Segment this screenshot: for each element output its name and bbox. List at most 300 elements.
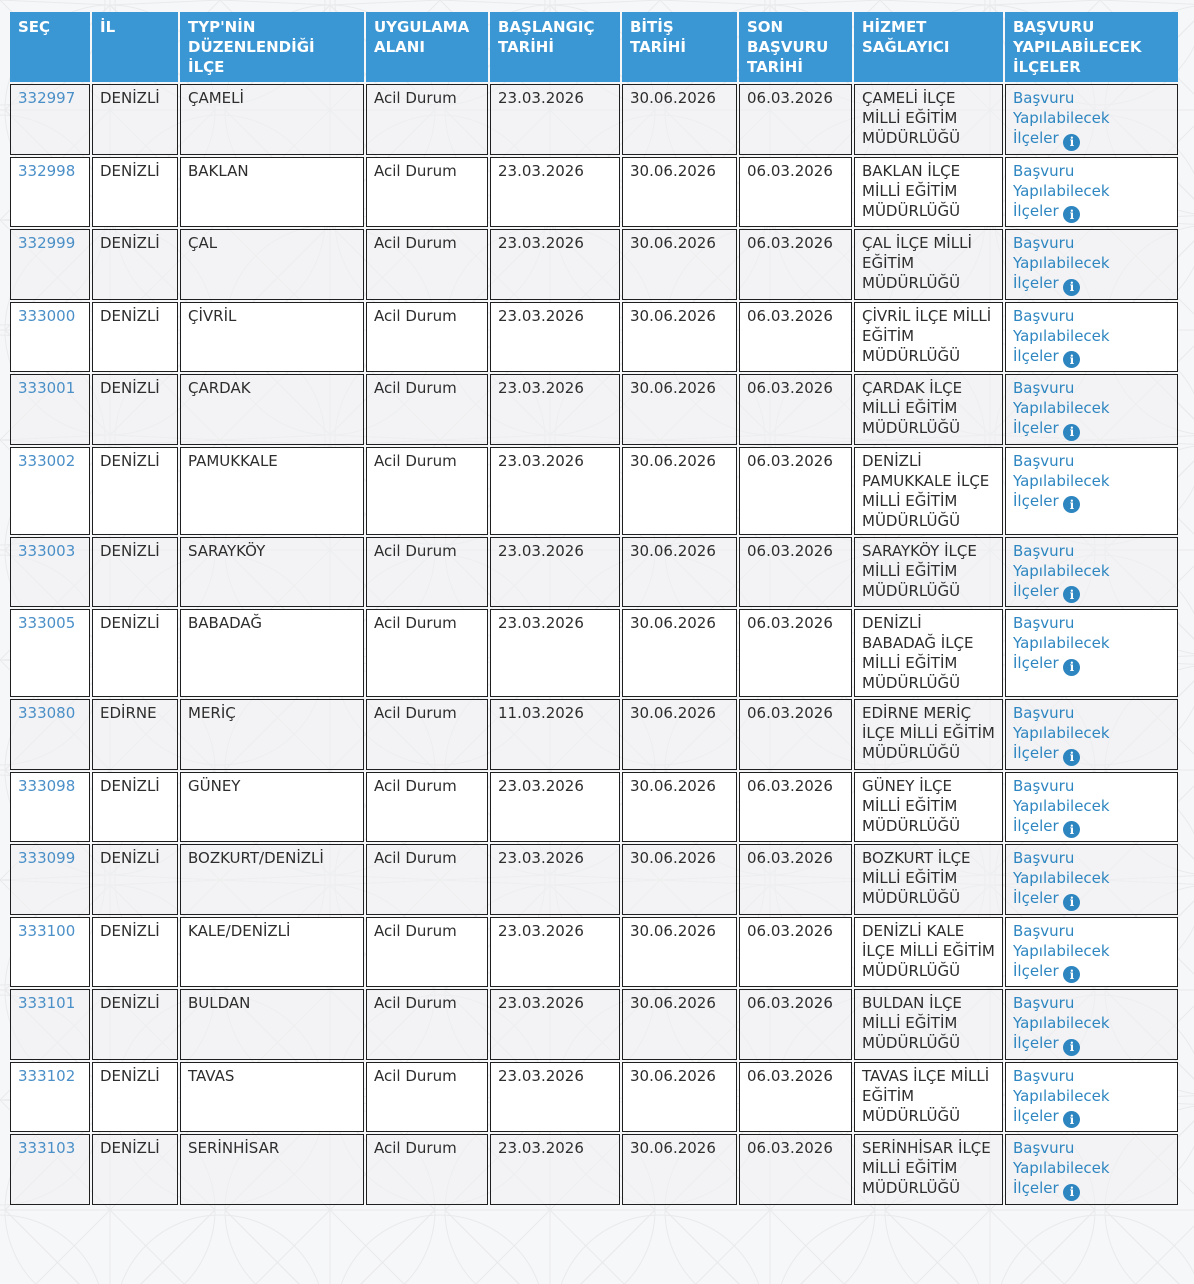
cell-province — [92, 537, 178, 608]
district-text: PAMUKKALE — [188, 451, 278, 470]
district-text: BABADAĞ — [188, 614, 263, 632]
cell-deadline-date — [739, 447, 852, 535]
cell-end-date — [622, 772, 737, 843]
applicable-districts-label: Başvuru Yapılabilecek İlçeler — [1013, 451, 1110, 510]
district-text: BOZKURT/DENİZLİ — [188, 849, 324, 867]
service-provider-text: ÇİVRİL İLÇE MİLLİ EĞİTİM MÜDÜRLÜĞÜ — [862, 306, 992, 365]
cell-province — [92, 699, 178, 770]
table-row — [10, 537, 1178, 608]
info-circle-icon[interactable] — [1063, 821, 1080, 838]
cell-service-provider — [854, 844, 1003, 915]
cell-start-date — [490, 609, 620, 697]
applicable-districts-link[interactable] — [1013, 921, 1137, 984]
deadline-date-text: 06.03.2026 — [747, 89, 833, 107]
record-id-link[interactable]: 332999 — [18, 234, 76, 252]
column-header-basvuru: BAŞVURU YAPILABİLECEK İLÇELER — [1005, 12, 1178, 82]
cell-end-date — [622, 84, 737, 155]
service-provider-text: TAVAS İLÇE MİLLİ EĞİTİM MÜDÜRLÜĞÜ — [862, 1066, 990, 1125]
applicable-districts-label: Başvuru Yapılabilecek İlçeler — [1013, 849, 1110, 907]
cell-start-date — [490, 229, 620, 300]
applicable-districts-label: Başvuru Yapılabilecek İlçeler — [1013, 379, 1110, 437]
info-icon-glyph: i — [1069, 352, 1075, 367]
cell-end-date — [622, 989, 737, 1060]
cell-sec — [10, 229, 90, 300]
application-area-text: Acil Durum — [374, 379, 457, 397]
end-date-text: 30.06.2026 — [630, 921, 716, 940]
cell-sec — [10, 537, 90, 608]
info-circle-icon[interactable] — [1063, 894, 1080, 911]
cell-end-date — [622, 229, 737, 300]
cell-deadline-date — [739, 374, 852, 445]
cell-applicable-districts — [1005, 157, 1178, 228]
cell-start-date — [490, 989, 620, 1060]
cell-province — [92, 844, 178, 915]
cell-end-date — [622, 844, 737, 915]
record-id-link[interactable]: 333101 — [18, 994, 76, 1012]
cell-start-date — [490, 537, 620, 608]
cell-sec — [10, 374, 90, 445]
table-row — [10, 84, 1178, 155]
applicable-districts-label: Başvuru Yapılabilecek İlçeler — [1013, 921, 1110, 980]
cell-application-area — [366, 609, 488, 697]
cell-applicable-districts — [1005, 229, 1178, 300]
info-icon-glyph: i — [1069, 822, 1075, 837]
cell-district — [180, 157, 364, 228]
start-date-text: 23.03.2026 — [498, 776, 584, 795]
deadline-date-text: 06.03.2026 — [747, 614, 833, 632]
record-id-link[interactable]: 333080 — [18, 704, 76, 722]
info-circle-icon[interactable] — [1063, 424, 1080, 441]
table-row — [10, 302, 1178, 373]
service-provider-text: BOZKURT İLÇE MİLLİ EĞİTİM MÜDÜRLÜĞÜ — [862, 849, 971, 907]
cell-applicable-districts — [1005, 772, 1178, 843]
cell-applicable-districts — [1005, 447, 1178, 535]
district-text: ÇİVRİL — [188, 306, 237, 325]
cell-start-date — [490, 772, 620, 843]
cell-applicable-districts — [1005, 699, 1178, 770]
province-text: DENİZLİ — [100, 849, 160, 867]
application-area-text: Acil Durum — [374, 704, 457, 722]
deadline-date-text: 06.03.2026 — [747, 161, 833, 180]
province-text: DENİZLİ — [100, 921, 160, 940]
cell-deadline-date — [739, 229, 852, 300]
table-body — [10, 84, 1178, 1205]
info-icon-glyph: i — [1069, 587, 1075, 602]
province-text: DENİZLİ — [100, 994, 160, 1012]
record-id-link[interactable]: 333005 — [18, 614, 76, 632]
district-text: BAKLAN — [188, 161, 249, 180]
cell-service-provider — [854, 699, 1003, 770]
table-row — [10, 772, 1178, 843]
info-circle-icon[interactable] — [1063, 206, 1080, 223]
cell-sec — [10, 1062, 90, 1133]
cell-application-area — [366, 844, 488, 915]
record-id-link[interactable]: 333099 — [18, 849, 76, 867]
info-icon-glyph: i — [1069, 280, 1075, 294]
applicable-districts-label: Başvuru Yapılabilecek İlçeler — [1013, 1139, 1110, 1197]
start-date-text: 23.03.2026 — [498, 849, 584, 867]
deadline-date-text: 06.03.2026 — [747, 379, 833, 397]
cell-start-date — [490, 302, 620, 373]
end-date-text: 30.06.2026 — [630, 161, 716, 180]
cell-application-area — [366, 699, 488, 770]
applicable-districts-label: Başvuru Yapılabilecek İlçeler — [1013, 614, 1110, 672]
cell-district — [180, 302, 364, 373]
start-date-text: 23.03.2026 — [498, 614, 584, 632]
table-row — [10, 447, 1178, 535]
column-header-il: İL — [92, 12, 178, 82]
applicable-districts-link[interactable] — [1013, 306, 1137, 369]
cell-applicable-districts — [1005, 917, 1178, 988]
district-text: ÇARDAK — [188, 379, 251, 397]
info-circle-icon[interactable] — [1063, 496, 1080, 513]
cell-service-provider — [854, 989, 1003, 1060]
record-id-link[interactable]: 333002 — [18, 451, 76, 470]
applicable-districts-link[interactable] — [1013, 703, 1137, 766]
cell-service-provider — [854, 772, 1003, 843]
cell-service-provider — [854, 229, 1003, 300]
cell-start-date — [490, 84, 620, 155]
cell-deadline-date — [739, 537, 852, 608]
info-circle-icon[interactable] — [1063, 279, 1080, 296]
end-date-text: 30.06.2026 — [630, 234, 716, 252]
record-id-link[interactable]: 333102 — [18, 1066, 76, 1085]
column-header-son: SON BAŞVURU TARİHİ — [739, 12, 852, 82]
info-icon-glyph: i — [1069, 750, 1075, 764]
info-circle-icon[interactable] — [1063, 749, 1080, 766]
district-text: BULDAN — [188, 994, 251, 1012]
end-date-text: 30.06.2026 — [630, 704, 716, 722]
service-provider-text: SERİNHİSAR İLÇE MİLLİ EĞİTİM MÜDÜRLÜĞÜ — [862, 1139, 991, 1197]
info-circle-icon[interactable] — [1063, 134, 1080, 151]
cell-end-date — [622, 157, 737, 228]
service-provider-text: DENİZLİ PAMUKKALE İLÇE MİLLİ EĞİTİM MÜDÜRLÜĞÜ — [862, 451, 990, 530]
info-icon-glyph: i — [1069, 135, 1075, 149]
application-area-text: Acil Durum — [374, 849, 457, 867]
applicable-districts-link[interactable] — [1013, 1138, 1137, 1201]
cell-province — [92, 229, 178, 300]
cell-district — [180, 229, 364, 300]
applicable-districts-link[interactable] — [1013, 1066, 1137, 1129]
district-text: SARAYKÖY — [188, 541, 266, 560]
cell-deadline-date — [739, 699, 852, 770]
cell-service-provider — [854, 917, 1003, 988]
column-header-baslangic: BAŞLANGIÇ TARİHİ — [490, 12, 620, 82]
applicable-districts-link[interactable] — [1013, 451, 1137, 514]
typ-listing-table-container — [8, 10, 1194, 1207]
province-text: DENİZLİ — [100, 1139, 160, 1157]
cell-province — [92, 157, 178, 228]
start-date-text: 23.03.2026 — [498, 994, 584, 1012]
start-date-text: 23.03.2026 — [498, 89, 584, 107]
deadline-date-text: 06.03.2026 — [747, 451, 833, 470]
cell-district — [180, 537, 364, 608]
cell-application-area — [366, 157, 488, 228]
service-provider-text: ÇAL İLÇE MİLLİ EĞİTİM MÜDÜRLÜĞÜ — [862, 234, 972, 292]
applicable-districts-link[interactable] — [1013, 88, 1137, 151]
district-text: GÜNEY — [188, 776, 241, 795]
deadline-date-text: 06.03.2026 — [747, 994, 833, 1012]
table-row — [10, 1134, 1178, 1205]
cell-province — [92, 447, 178, 535]
cell-province — [92, 609, 178, 697]
end-date-text: 30.06.2026 — [630, 994, 716, 1012]
deadline-date-text: 06.03.2026 — [747, 234, 833, 252]
district-text: SERİNHİSAR — [188, 1139, 280, 1157]
column-header-bitis: BİTİŞ TARİHİ — [622, 12, 737, 82]
applicable-districts-label: Başvuru Yapılabilecek İlçeler — [1013, 1066, 1110, 1125]
applicable-districts-link[interactable] — [1013, 378, 1137, 441]
start-date-text: 23.03.2026 — [498, 234, 584, 252]
cell-deadline-date — [739, 989, 852, 1060]
cell-end-date — [622, 447, 737, 535]
record-id-link[interactable]: 333003 — [18, 541, 76, 560]
info-circle-icon[interactable] — [1063, 659, 1080, 676]
cell-province — [92, 917, 178, 988]
info-icon-glyph: i — [1069, 1040, 1075, 1054]
province-text: DENİZLİ — [100, 1066, 160, 1085]
province-text: DENİZLİ — [100, 234, 160, 252]
service-provider-text: DENİZLİ BABADAĞ İLÇE MİLLİ EĞİTİM MÜDÜRLÜĞÜ — [862, 614, 974, 692]
record-id-link[interactable]: 333000 — [18, 306, 76, 325]
start-date-text: 23.03.2026 — [498, 541, 584, 560]
district-text: ÇAMELİ — [188, 89, 244, 107]
cell-service-provider — [854, 84, 1003, 155]
cell-deadline-date — [739, 302, 852, 373]
deadline-date-text: 06.03.2026 — [747, 921, 833, 940]
application-area-text: Acil Durum — [374, 306, 457, 325]
province-text: DENİZLİ — [100, 776, 160, 795]
cell-applicable-districts — [1005, 1134, 1178, 1205]
applicable-districts-label: Başvuru Yapılabilecek İlçeler — [1013, 89, 1110, 147]
cell-applicable-districts — [1005, 989, 1178, 1060]
application-area-text: Acil Durum — [374, 1139, 457, 1157]
cell-service-provider — [854, 1062, 1003, 1133]
column-header-ilce: TYP'NİN DÜZENLENDİĞİ İLÇE — [180, 12, 364, 82]
column-header-hizmet: HİZMET SAĞLAYICI — [854, 12, 1003, 82]
start-date-text: 23.03.2026 — [498, 921, 584, 940]
cell-service-provider — [854, 447, 1003, 535]
cell-end-date — [622, 302, 737, 373]
service-provider-text: SARAYKÖY İLÇE MİLLİ EĞİTİM MÜDÜRLÜĞÜ — [862, 541, 977, 600]
record-id-link[interactable]: 332997 — [18, 89, 76, 107]
deadline-date-text: 06.03.2026 — [747, 704, 833, 722]
cell-district — [180, 447, 364, 535]
district-text: ÇAL — [188, 234, 218, 252]
district-text: MERİÇ — [188, 704, 236, 722]
end-date-text: 30.06.2026 — [630, 541, 716, 560]
application-area-text: Acil Durum — [374, 89, 457, 107]
application-area-text: Acil Durum — [374, 994, 457, 1012]
applicable-districts-label: Başvuru Yapılabilecek İlçeler — [1013, 161, 1110, 220]
deadline-date-text: 06.03.2026 — [747, 776, 833, 795]
start-date-text: 11.03.2026 — [498, 704, 584, 722]
applicable-districts-link[interactable] — [1013, 776, 1137, 839]
record-id-link[interactable]: 332998 — [18, 161, 76, 180]
applicable-districts-label: Başvuru Yapılabilecek İlçeler — [1013, 234, 1110, 292]
start-date-text: 23.03.2026 — [498, 379, 584, 397]
cell-service-provider — [854, 302, 1003, 373]
start-date-text: 23.03.2026 — [498, 161, 584, 180]
cell-deadline-date — [739, 157, 852, 228]
cell-application-area — [366, 917, 488, 988]
cell-service-provider — [854, 1134, 1003, 1205]
column-header-sec: SEÇ — [10, 12, 90, 82]
cell-application-area — [366, 84, 488, 155]
column-header-uygulama: UYGULAMA ALANI — [366, 12, 488, 82]
cell-province — [92, 1134, 178, 1205]
end-date-text: 30.06.2026 — [630, 849, 716, 867]
cell-deadline-date — [739, 917, 852, 988]
start-date-text: 23.03.2026 — [498, 1139, 584, 1157]
cell-province — [92, 84, 178, 155]
deadline-date-text: 06.03.2026 — [747, 1066, 833, 1085]
cell-district — [180, 1062, 364, 1133]
cell-deadline-date — [739, 772, 852, 843]
applicable-districts-link[interactable] — [1013, 233, 1137, 296]
cell-service-provider — [854, 374, 1003, 445]
deadline-date-text: 06.03.2026 — [747, 849, 833, 867]
cell-end-date — [622, 1062, 737, 1133]
start-date-text: 23.03.2026 — [498, 451, 584, 470]
cell-application-area — [366, 1134, 488, 1205]
cell-start-date — [490, 844, 620, 915]
cell-applicable-districts — [1005, 374, 1178, 445]
cell-application-area — [366, 447, 488, 535]
cell-start-date — [490, 157, 620, 228]
cell-start-date — [490, 374, 620, 445]
table-row — [10, 229, 1178, 300]
applicable-districts-label: Başvuru Yapılabilecek İlçeler — [1013, 306, 1110, 365]
applicable-districts-link[interactable] — [1013, 541, 1137, 604]
info-icon-glyph: i — [1069, 425, 1075, 439]
record-id-link[interactable]: 333001 — [18, 379, 76, 397]
table-header — [10, 12, 1178, 82]
cell-applicable-districts — [1005, 537, 1178, 608]
cell-end-date — [622, 609, 737, 697]
table-row — [10, 609, 1178, 697]
cell-application-area — [366, 989, 488, 1060]
cell-start-date — [490, 1134, 620, 1205]
applicable-districts-link[interactable] — [1013, 161, 1137, 224]
service-provider-text: BULDAN İLÇE MİLLİ EĞİTİM MÜDÜRLÜĞÜ — [862, 994, 962, 1052]
application-area-text: Acil Durum — [374, 776, 457, 795]
applicable-districts-link[interactable] — [1013, 613, 1137, 676]
cell-deadline-date — [739, 1134, 852, 1205]
province-text: DENİZLİ — [100, 306, 160, 325]
info-circle-icon[interactable] — [1063, 1111, 1080, 1128]
application-area-text: Acil Durum — [374, 921, 457, 940]
cell-end-date — [622, 1134, 737, 1205]
cell-sec — [10, 1134, 90, 1205]
end-date-text: 30.06.2026 — [630, 451, 716, 470]
cell-end-date — [622, 699, 737, 770]
cell-service-provider — [854, 609, 1003, 697]
deadline-date-text: 06.03.2026 — [747, 1139, 833, 1157]
service-provider-text: DENİZLİ KALE İLÇE MİLLİ EĞİTİM MÜDÜRLÜĞÜ — [862, 921, 995, 980]
info-icon-glyph: i — [1069, 967, 1075, 982]
cell-start-date — [490, 447, 620, 535]
cell-sec — [10, 699, 90, 770]
record-id-link[interactable]: 333100 — [18, 921, 76, 940]
cell-province — [92, 989, 178, 1060]
cell-application-area — [366, 772, 488, 843]
cell-district — [180, 374, 364, 445]
table-row — [10, 1062, 1178, 1133]
cell-district — [180, 609, 364, 697]
info-icon-glyph: i — [1069, 1112, 1075, 1127]
start-date-text: 23.03.2026 — [498, 306, 584, 325]
end-date-text: 30.06.2026 — [630, 306, 716, 325]
application-area-text: Acil Durum — [374, 451, 457, 470]
cell-sec — [10, 772, 90, 843]
info-circle-icon[interactable] — [1063, 586, 1080, 603]
cell-applicable-districts — [1005, 844, 1178, 915]
record-id-link[interactable]: 333103 — [18, 1139, 76, 1157]
cell-district — [180, 84, 364, 155]
cell-deadline-date — [739, 844, 852, 915]
cell-sec — [10, 302, 90, 373]
cell-district — [180, 699, 364, 770]
applicable-districts-label: Başvuru Yapılabilecek İlçeler — [1013, 541, 1110, 600]
province-text: DENİZLİ — [100, 89, 160, 107]
cell-district — [180, 772, 364, 843]
cell-sec — [10, 447, 90, 535]
deadline-date-text: 06.03.2026 — [747, 306, 833, 325]
cell-service-provider — [854, 157, 1003, 228]
cell-district — [180, 844, 364, 915]
service-provider-text: ÇAMELİ İLÇE MİLLİ EĞİTİM MÜDÜRLÜĞÜ — [862, 89, 961, 147]
cell-sec — [10, 989, 90, 1060]
cell-application-area — [366, 229, 488, 300]
province-text: EDİRNE — [100, 704, 157, 722]
cell-sec — [10, 844, 90, 915]
info-circle-icon[interactable] — [1063, 966, 1080, 983]
cell-end-date — [622, 374, 737, 445]
cell-applicable-districts — [1005, 1062, 1178, 1133]
table-row — [10, 699, 1178, 770]
service-provider-text: BAKLAN İLÇE MİLLİ EĞİTİM MÜDÜRLÜĞÜ — [862, 161, 961, 220]
info-circle-icon[interactable] — [1063, 1039, 1080, 1056]
table-row — [10, 157, 1178, 228]
applicable-districts-link[interactable] — [1013, 848, 1137, 911]
table-row — [10, 374, 1178, 445]
cell-sec — [10, 609, 90, 697]
cell-application-area — [366, 1062, 488, 1133]
applicable-districts-label: Başvuru Yapılabilecek İlçeler — [1013, 704, 1110, 762]
header-row — [10, 12, 1178, 82]
cell-application-area — [366, 302, 488, 373]
info-circle-icon[interactable] — [1063, 1184, 1080, 1201]
cell-applicable-districts — [1005, 609, 1178, 697]
table-row — [10, 917, 1178, 988]
record-id-link[interactable]: 333098 — [18, 776, 76, 795]
cell-district — [180, 1134, 364, 1205]
applicable-districts-link[interactable] — [1013, 993, 1137, 1056]
cell-deadline-date — [739, 609, 852, 697]
info-icon-glyph: i — [1069, 895, 1075, 909]
application-area-text: Acil Durum — [374, 1066, 457, 1085]
typ-listing-table — [8, 10, 1180, 1207]
application-area-text: Acil Durum — [374, 614, 457, 632]
info-circle-icon[interactable] — [1063, 351, 1080, 368]
service-provider-text: EDİRNE MERİÇ İLÇE MİLLİ EĞİTİM MÜDÜRLÜĞÜ — [862, 704, 995, 762]
info-icon-glyph: i — [1069, 207, 1075, 222]
cell-district — [180, 917, 364, 988]
cell-province — [92, 302, 178, 373]
end-date-text: 30.06.2026 — [630, 776, 716, 795]
service-provider-text: GÜNEY İLÇE MİLLİ EĞİTİM MÜDÜRLÜĞÜ — [862, 776, 961, 835]
